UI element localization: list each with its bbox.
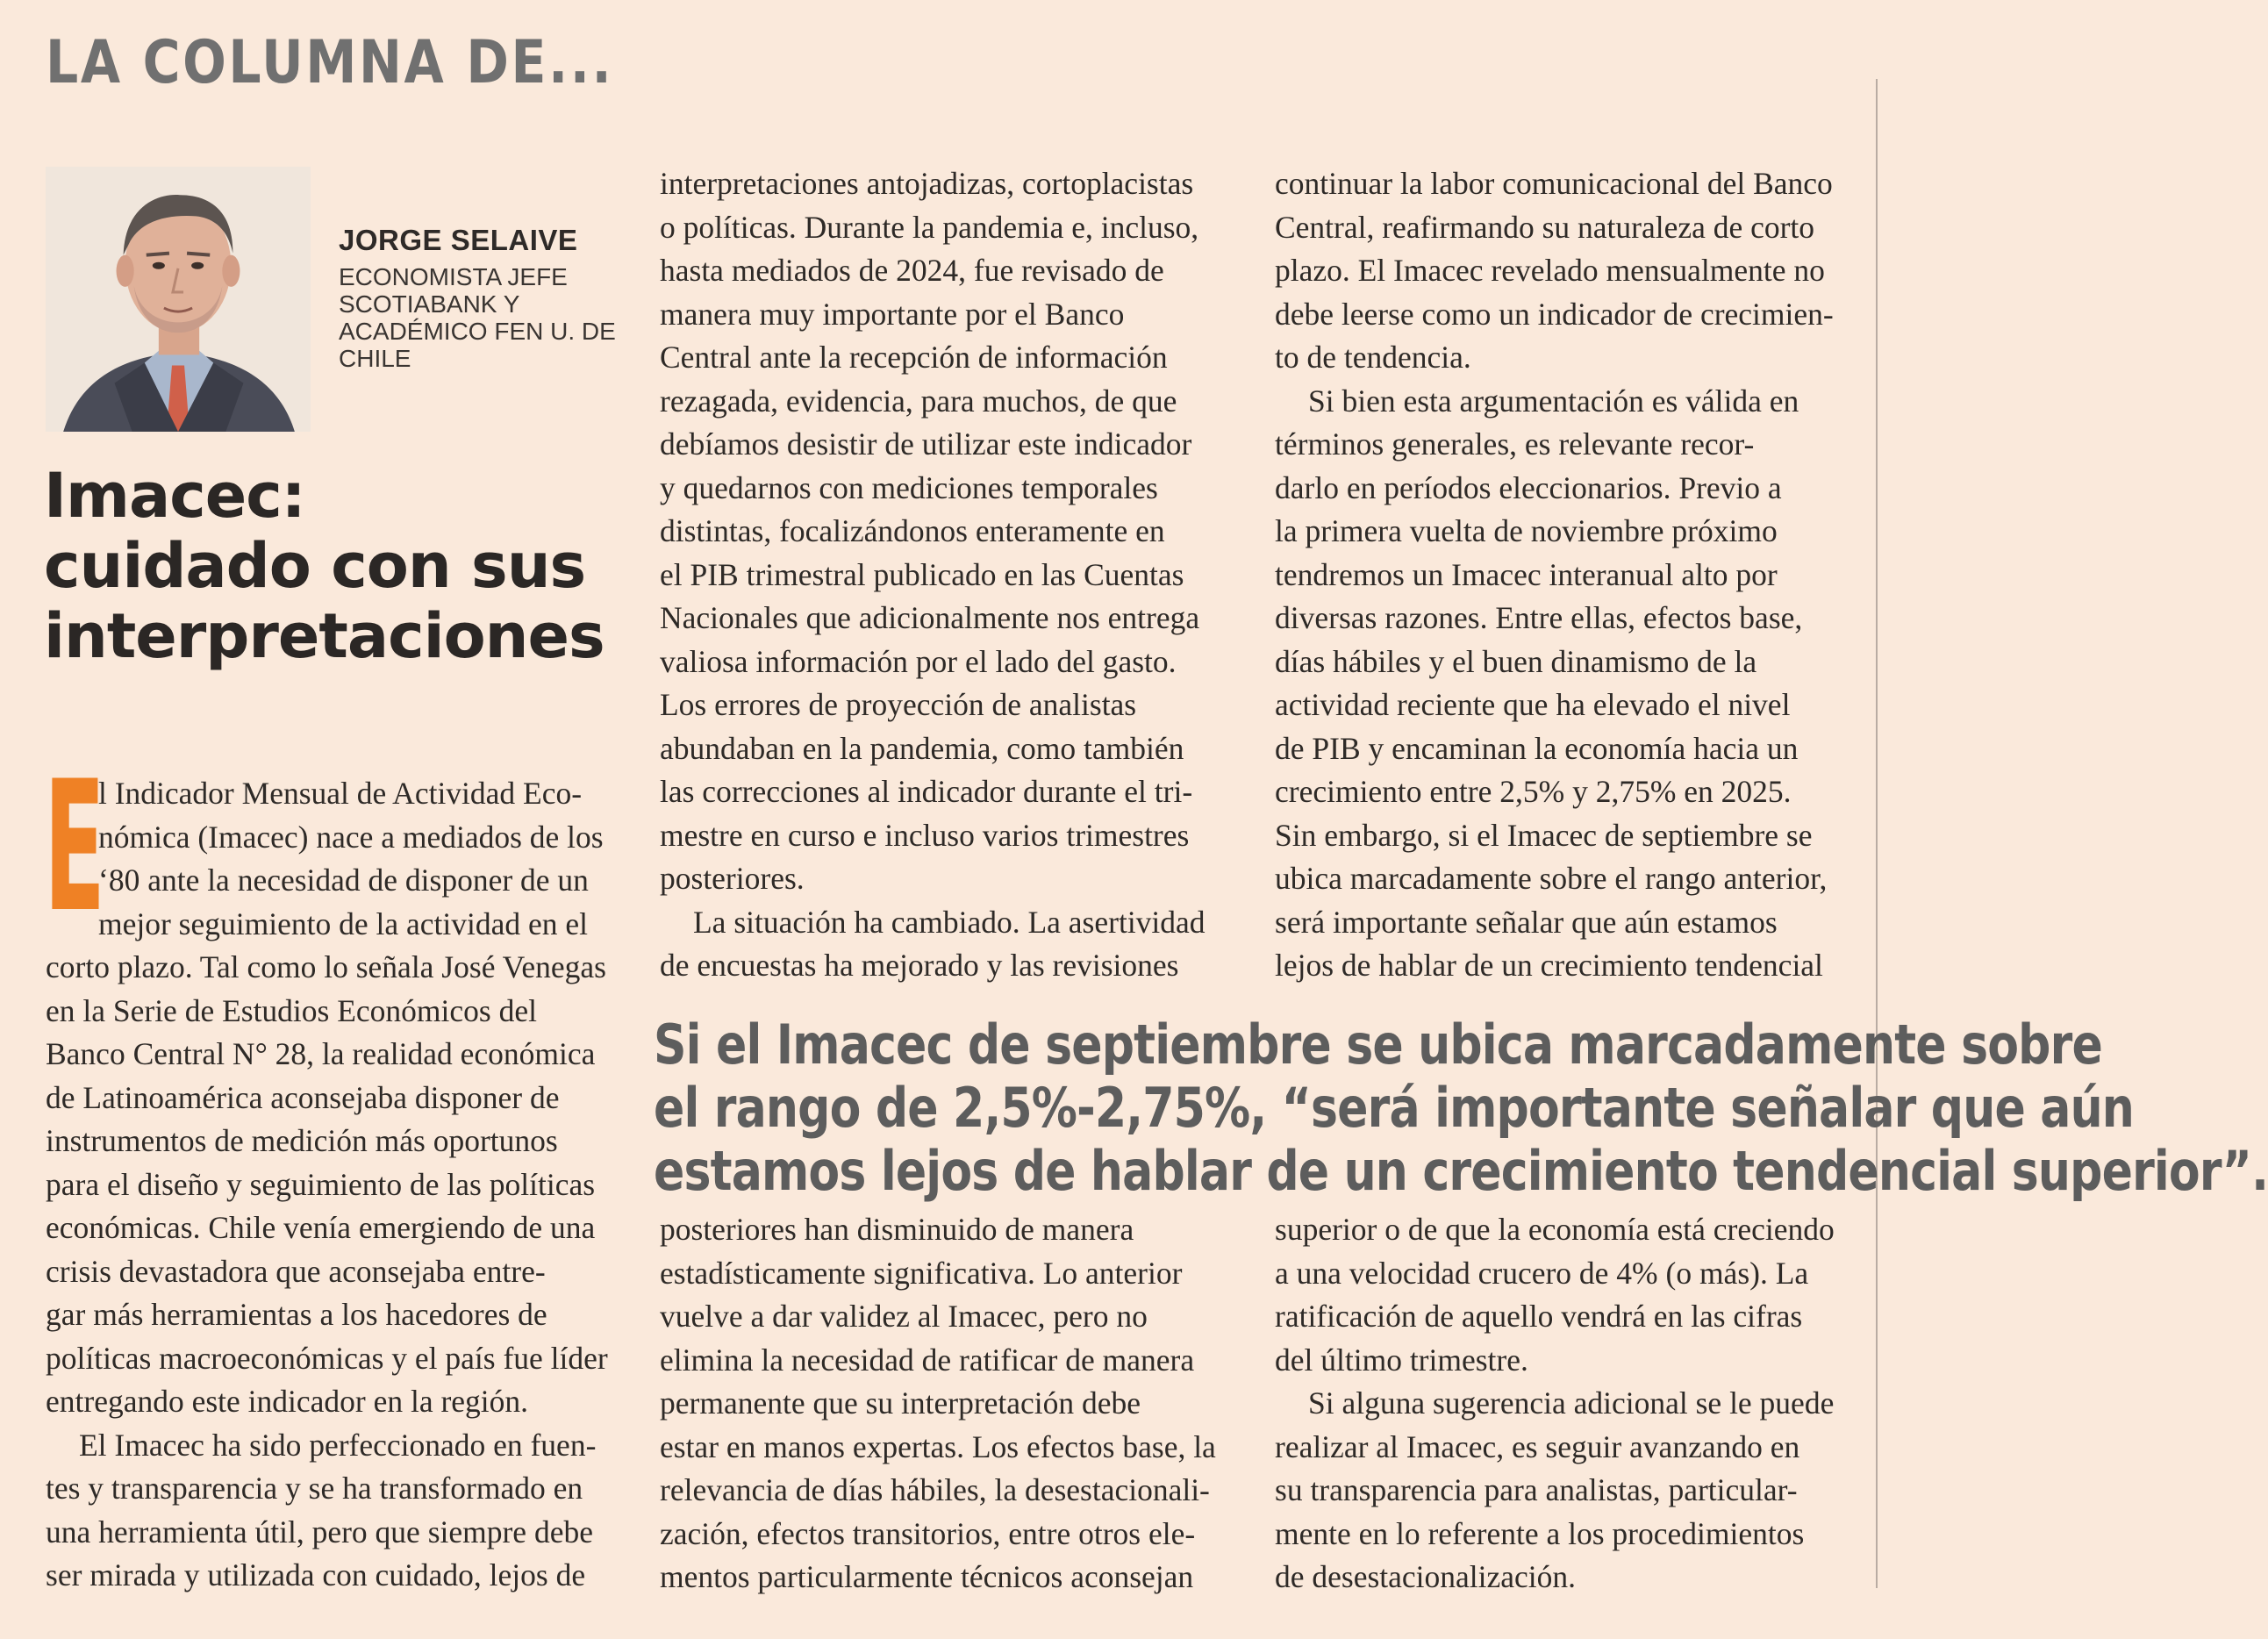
body-text-line: posteriores. <box>660 861 805 896</box>
body-text-line: las correcciones al indicador durante el tri- <box>660 774 1193 809</box>
body-text-line: darlo en períodos eleccionarios. Previo a <box>1275 469 1782 505</box>
body-text-line: nómica (Imacec) nace a mediados de los <box>98 819 604 855</box>
body-text-line: crisis devastadora que aconsejaba entre- <box>46 1253 546 1289</box>
body-text-line: gar más herramientas a los hacedores de <box>46 1297 547 1332</box>
body-text-line: Central ante la recepción de información <box>660 340 1168 375</box>
body-text-line: Si alguna sugerencia adicional se le puede <box>1308 1385 1835 1421</box>
body-column-3-bottom <box>1275 1208 1854 1600</box>
pull-quote-line: Si el Imacec de septiembre se ubica marcadamente sobre <box>654 1013 2102 1077</box>
body-text-line: to de tendencia. <box>1275 340 1471 375</box>
body-text-line: hasta mediados de 2024, fue revisado de <box>660 253 1164 288</box>
body-text-line: posteriores han disminuido de manera <box>660 1212 1134 1247</box>
body-text-line: instrumentos de medición más oportunos <box>46 1123 558 1158</box>
drop-cap-letter: E <box>44 743 106 952</box>
body-text-line: de Latinoamérica aconsejaba disponer de <box>46 1079 560 1115</box>
column-divider <box>1876 79 1878 1588</box>
body-text-line: mentos particularmente técnicos aconsejan <box>660 1559 1194 1594</box>
body-text-line: elimina la necesidad de ratificar de manera <box>660 1342 1195 1378</box>
body-text-line: permanente que su interpretación debe <box>660 1385 1141 1421</box>
body-text-line: manera muy importante por el Banco <box>660 296 1125 332</box>
author-role-line: ECONOMISTA JEFE <box>339 263 568 290</box>
body-text-line: entregando este indicador en la región. <box>46 1384 529 1419</box>
body-text-line: crecimiento entre 2,5% y 2,75% en 2025. <box>1275 774 1792 809</box>
body-text-line: corto plazo. Tal como lo señala José Venegas <box>46 949 606 984</box>
body-text-line: mejor seguimiento de la actividad en el <box>98 905 588 941</box>
headline-line: Imacec: <box>44 460 305 532</box>
body-text-line: mente en lo referente a los procedimientos <box>1275 1515 1805 1551</box>
body-text-line: tendremos un Imacec interanual alto por <box>1275 556 1778 592</box>
body-text-line: ubica marcadamente sobre el rango anterior, <box>1275 861 1828 896</box>
body-text-line: Sin embargo, si el Imacec de septiembre se <box>1275 817 1813 853</box>
body-text-line: lejos de hablar de un crecimiento tendencial <box>1275 948 1823 983</box>
body-text-line: debe leerse como un indicador de crecimien- <box>1275 296 1834 332</box>
body-text-line: abundaban en la pandemia, como también <box>660 730 1184 766</box>
body-text-line: l Indicador Mensual de Actividad Eco- <box>98 776 583 811</box>
body-text-line: términos generales, es relevante recor- <box>1275 426 1755 462</box>
drop-cap <box>44 743 106 952</box>
body-text-line: actividad reciente que ha elevado el nivel <box>1275 687 1791 722</box>
body-text-line: Banco Central N° 28, la realidad económica <box>46 1036 596 1071</box>
body-text-line: ‘80 ante la necesidad de disponer de un <box>98 862 589 898</box>
body-text-line: una herramienta útil, pero que siempre debe <box>46 1514 593 1550</box>
body-text-line: El Imacec ha sido perfeccionado en fuen- <box>79 1427 597 1463</box>
body-text-line: o políticas. Durante la pandemia e, incluso, <box>660 209 1199 245</box>
body-text-line: interpretaciones antojadizas, cortoplacistas <box>660 166 1194 201</box>
section-label: LA COLUMNA DE... <box>46 28 614 97</box>
body-text-line: zación, efectos transitorios, entre otros ele- <box>660 1515 1196 1551</box>
pull-quote-line: estamos lejos de hablar de un crecimiento tendencial superior”. <box>654 1139 2268 1203</box>
body-text-line: tes y transparencia y se ha transformado en <box>46 1471 583 1506</box>
body-text-line: diversas razones. Entre ellas, efectos base, <box>1275 600 1803 635</box>
body-column-2-bottom <box>660 1208 1239 1600</box>
body-text-line: plazo. El Imacec revelado mensualmente no <box>1275 253 1825 288</box>
body-text-line: ratificación de aquello vendrá en las cifras <box>1275 1299 1803 1334</box>
pull-quote-line: el rango de 2,5%-2,75%, “será importante señalar que aún <box>654 1076 2135 1140</box>
body-text-line: y quedarnos con mediciones temporales <box>660 469 1158 505</box>
body-text-line: de desestacionalización. <box>1275 1559 1577 1594</box>
body-text-line: para el diseño y seguimiento de las políticas <box>46 1166 596 1202</box>
body-text-line: del último trimestre. <box>1275 1342 1528 1378</box>
body-text-line: debíamos desistir de utilizar este indicador <box>660 426 1192 462</box>
body-text-line: estadísticamente significativa. Lo anterior <box>660 1255 1183 1291</box>
body-text-line: estar en manos expertas. Los efectos base, la <box>660 1428 1216 1464</box>
body-text-line: superior o de que la economía está creciendo <box>1275 1212 1835 1247</box>
body-text-line: mestre en curso e incluso varios trimestres <box>660 817 1190 853</box>
body-column-2-top <box>660 162 1239 988</box>
body-text-line: Los errores de proyección de analistas <box>660 687 1137 722</box>
body-text-line: la primera vuelta de noviembre próximo <box>1275 513 1778 548</box>
body-text-line: vuelve a dar validez al Imacec, pero no <box>660 1299 1148 1334</box>
body-text-line: a una velocidad crucero de 4% (o más). La <box>1275 1255 1809 1291</box>
headline <box>44 461 605 671</box>
body-text-line: su transparencia para analistas, particular- <box>1275 1472 1798 1507</box>
body-text-line: valiosa información por el lado del gasto. <box>660 643 1177 679</box>
body-text-line: Central, reafirmando su naturaleza de corto <box>1275 209 1815 245</box>
body-column-1 <box>46 772 616 1598</box>
body-text-line: económicas. Chile venía emergiendo de una <box>46 1210 596 1245</box>
headline-line: cuidado con sus <box>44 530 586 602</box>
body-text-line: realizar al Imacec, es seguir avanzando en <box>1275 1428 1800 1464</box>
body-text-line: de encuestas ha mejorado y las revisiones <box>660 948 1179 983</box>
body-text-line: relevancia de días hábiles, la desestacionali- <box>660 1472 1210 1507</box>
body-text-line: políticas macroeconómicas y el país fue líder <box>46 1340 608 1376</box>
author-role-line: ACADÉMICO FEN U. DE <box>339 318 616 345</box>
body-text-line: será importante señalar que aún estamos <box>1275 904 1778 940</box>
body-text-line: Si bien esta argumentación es válida en <box>1308 383 1799 419</box>
author-role-line: CHILE <box>339 345 411 372</box>
body-text-line: rezagada, evidencia, para muchos, de que <box>660 383 1177 419</box>
body-text-line: días hábiles y el buen dinamismo de la <box>1275 643 1757 679</box>
headline-line: interpretaciones <box>44 600 605 672</box>
body-text-line: de PIB y encaminan la economía hacia un <box>1275 730 1799 766</box>
body-text-line: en la Serie de Estudios Económicos del <box>46 992 537 1028</box>
body-text-line: La situación ha cambiado. La asertividad <box>693 904 1206 940</box>
body-text-line: ser mirada y utilizada con cuidado, lejos de <box>46 1557 586 1592</box>
pull-quote <box>654 1013 2268 1203</box>
body-column-3-top <box>1275 162 1854 988</box>
author-photo <box>46 167 311 432</box>
body-text-line: el PIB trimestral publicado en las Cuentas <box>660 556 1184 592</box>
author-role <box>339 263 619 372</box>
body-text-line: Nacionales que adicionalmente nos entrega <box>660 600 1200 635</box>
author-role-line: SCOTIABANK Y <box>339 290 520 318</box>
body-text-line: distintas, focalizándonos enteramente en <box>660 513 1165 548</box>
body-text-line: continuar la labor comunicacional del Banco <box>1275 166 1833 201</box>
author-name: JORGE SELAIVE <box>339 224 578 256</box>
